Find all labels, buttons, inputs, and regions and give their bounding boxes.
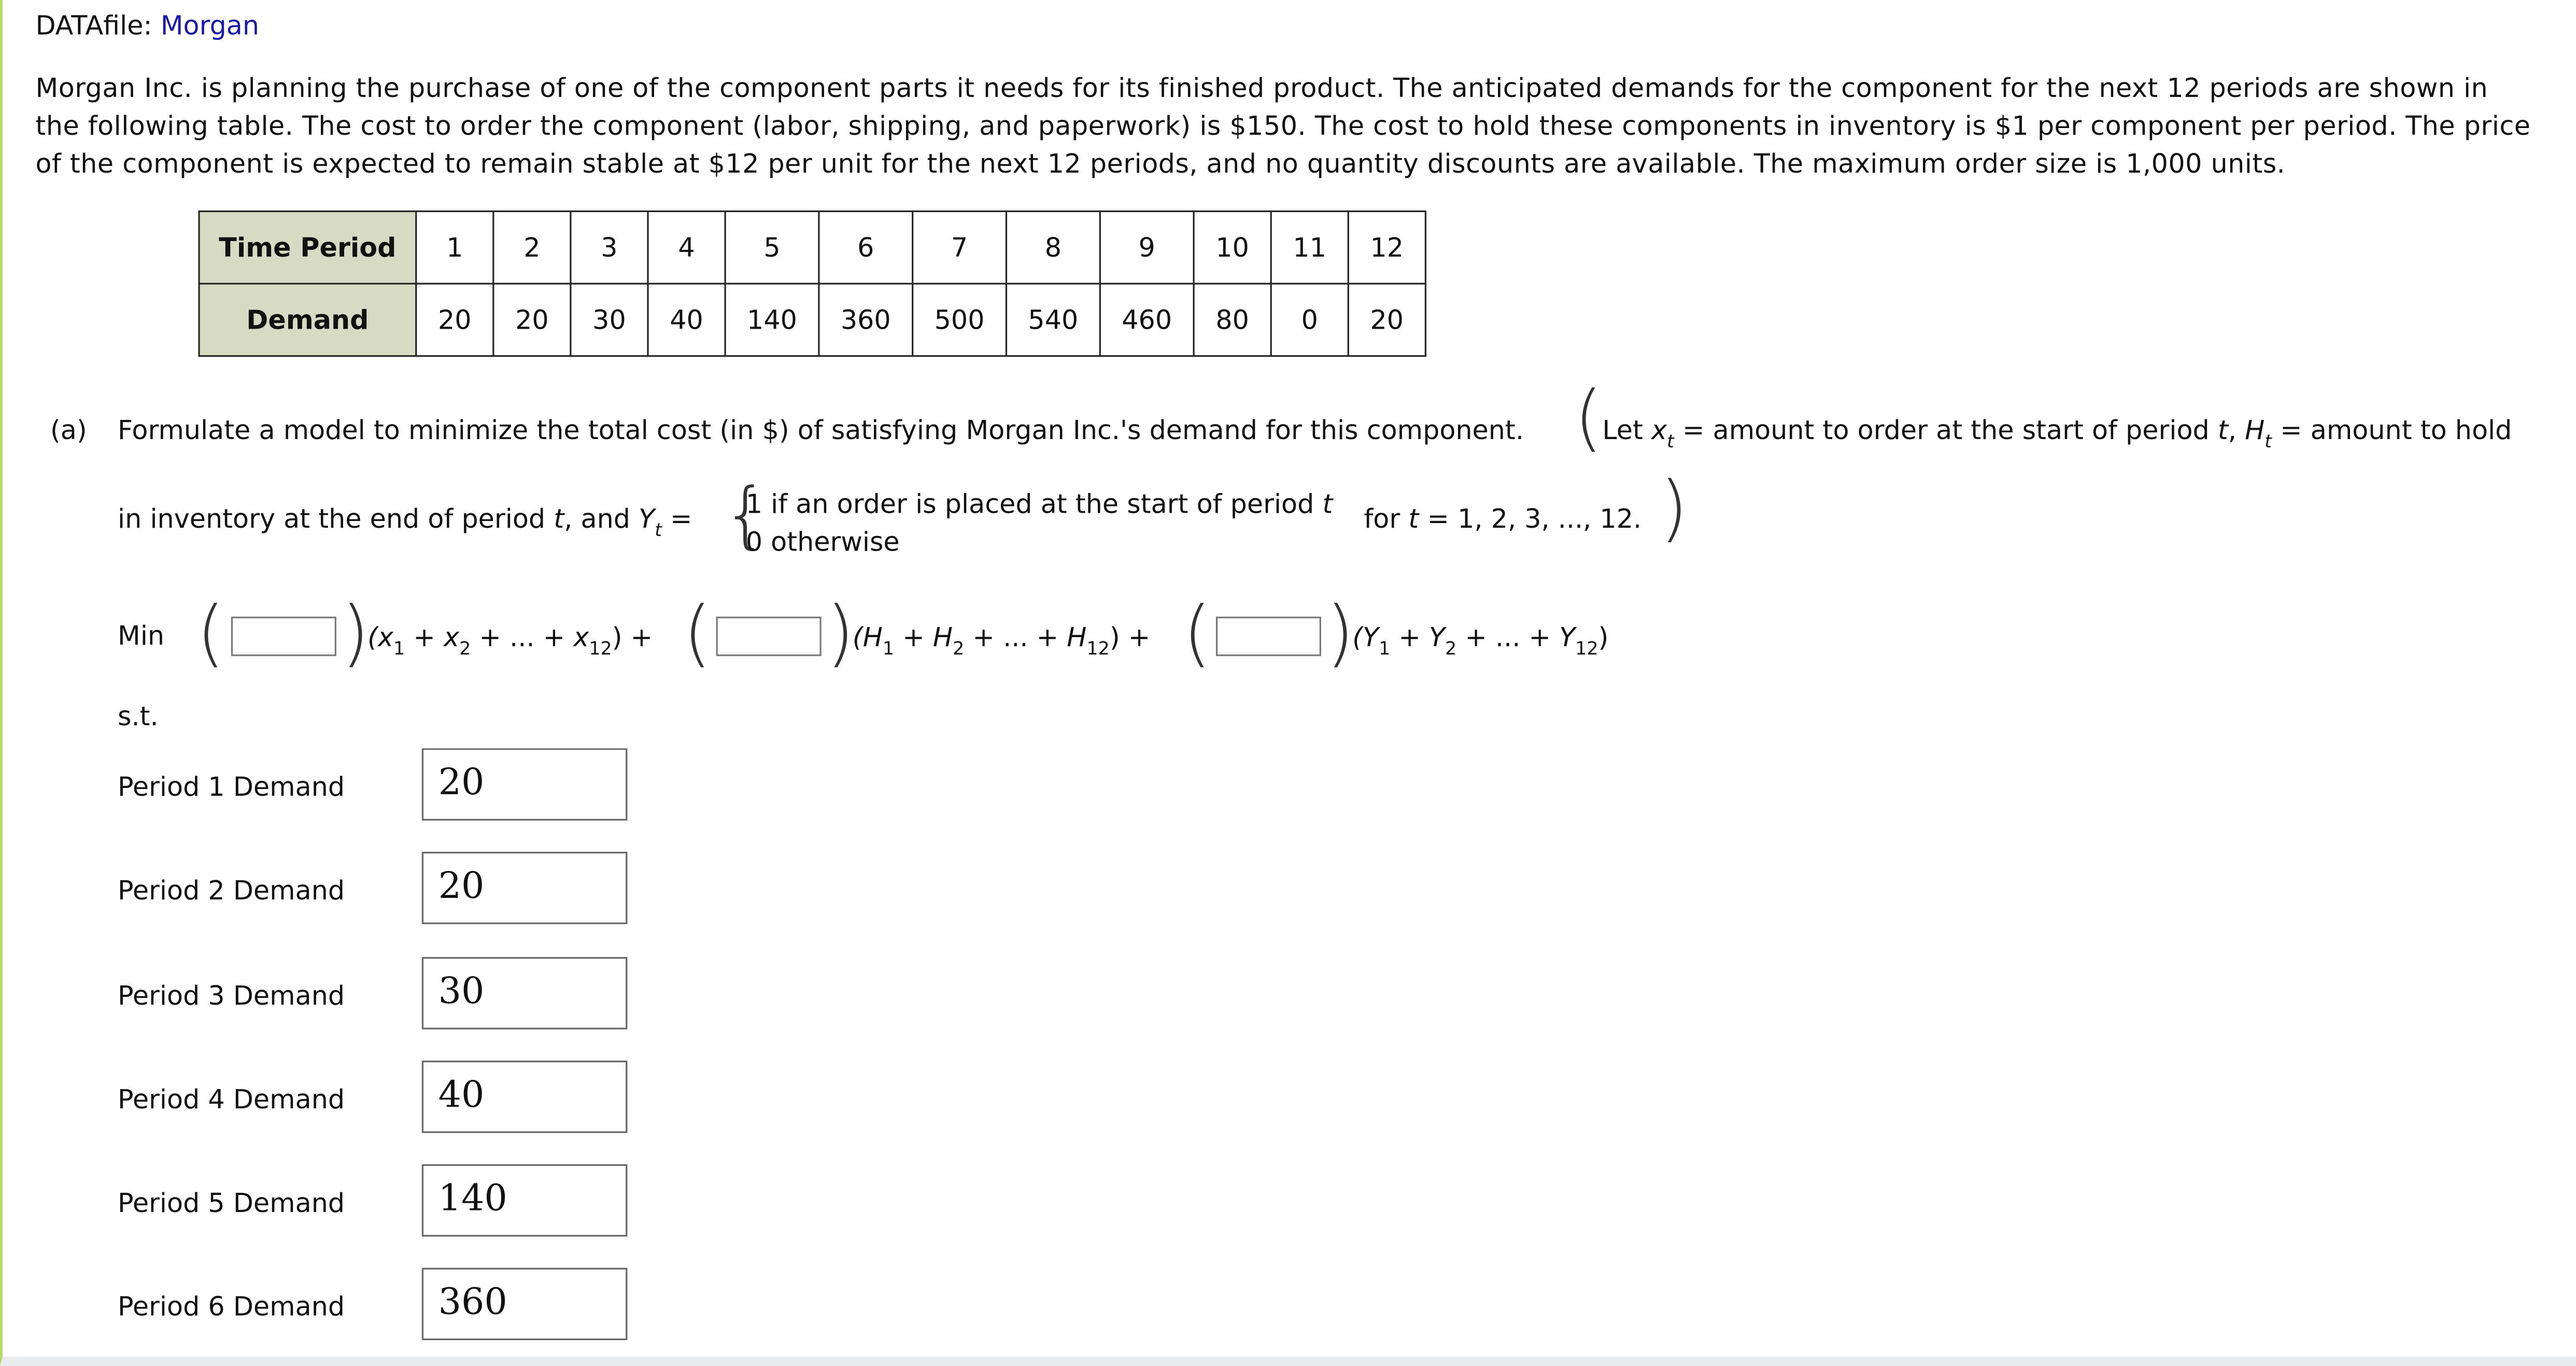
constraint-input[interactable]: 40 xyxy=(422,1061,628,1133)
open-paren-icon: ( xyxy=(1183,592,1211,676)
var-h: $H_t$ xyxy=(2245,414,2272,453)
open-paren-icon: ( xyxy=(196,592,225,676)
setup-cost-input[interactable] xyxy=(1216,617,1321,656)
datafile-label: DATAfile: xyxy=(35,10,152,41)
period-cell: 3 xyxy=(571,212,648,284)
constraint-label: Period 3 Demand xyxy=(118,980,345,1011)
demand-cell: 500 xyxy=(913,284,1007,356)
close-paren-icon: ) xyxy=(1326,592,1354,676)
term-y-label: (Y xyxy=(1352,622,1379,653)
for-range-text: = 1, 2, 3, ..., 12. xyxy=(1427,503,1642,534)
part-a-text: Formulate a model to minimize the total cost (in $) of satisfying Morgan Inc.'s demand for this component. xyxy=(118,414,1524,446)
objective-term-y: ($Y_1 + Y_2$ + ... + $Y_{12}$) xyxy=(1352,622,1609,659)
constraint-input[interactable]: 20 xyxy=(422,748,628,821)
open-paren-icon: ( xyxy=(683,592,712,676)
open-paren-icon: ( xyxy=(1574,376,1603,461)
period-cell: 4 xyxy=(648,212,725,284)
period-cell: 1 xyxy=(416,212,493,284)
var-x: $x_t$ xyxy=(1651,414,1674,453)
constraint-input[interactable]: 360 xyxy=(422,1268,628,1341)
demand-cell: 540 xyxy=(1007,284,1100,356)
period-cell: 9 xyxy=(1100,212,1194,284)
constraint-label: Period 1 Demand xyxy=(118,771,345,802)
close-paren-icon: ) xyxy=(1660,467,1688,551)
constraint-input[interactable]: 30 xyxy=(422,957,628,1030)
min-label: Min xyxy=(118,619,165,652)
var-t: t xyxy=(554,503,564,534)
brace-icon: { xyxy=(723,473,769,558)
demand-cell: 20 xyxy=(416,284,493,356)
constraint-label: Period 4 Demand xyxy=(118,1083,345,1115)
let-label: Let xyxy=(1602,414,1643,446)
objective-term-x: ($x_1 + x_2$ + ... + $x_{12}$) + xyxy=(367,622,653,659)
var-t: t xyxy=(2217,414,2228,446)
var-y: $Y_t$ xyxy=(639,503,662,541)
st-label: s.t. xyxy=(118,700,159,732)
demand-cell: 40 xyxy=(648,284,725,356)
holding-cost-input[interactable] xyxy=(716,617,822,656)
row-header-demand: Demand xyxy=(199,284,416,356)
case-1-text: 1 if an order is placed at the start of period xyxy=(745,488,1314,520)
datafile-link[interactable]: Morgan xyxy=(160,10,260,41)
period-cell: 6 xyxy=(819,212,913,284)
demand-cell: 0 xyxy=(1271,284,1348,356)
part-a-line2: in inventory at the end of period t, and $Y_t$ = xyxy=(118,503,692,541)
period-cell: 12 xyxy=(1348,212,1425,284)
case-2: 0 otherwise xyxy=(745,526,900,558)
row-header-time-period: Time Period xyxy=(199,212,416,284)
let-definition: Let $x_t$ = amount to order at the start of period t, $H_t$ = amount to hold xyxy=(1602,414,2512,453)
period-cell: 5 xyxy=(725,212,819,284)
term-h-label: (H xyxy=(852,622,883,653)
var-t: t xyxy=(1408,503,1419,534)
for-range xyxy=(1364,503,1641,534)
period-cell: 7 xyxy=(913,212,1007,284)
close-paren-icon: ) xyxy=(341,592,370,676)
var-t: t xyxy=(1322,488,1333,520)
constraint-label: Period 2 Demand xyxy=(118,875,345,906)
let-h-def: = amount to hold xyxy=(2280,414,2512,446)
period-row xyxy=(199,212,1425,284)
line2-and: , and xyxy=(564,503,631,534)
period-cell: 10 xyxy=(1194,212,1271,284)
period-cell: 11 xyxy=(1271,212,1348,284)
term-x-label: (x xyxy=(367,622,394,653)
constraint-input[interactable]: 20 xyxy=(422,852,628,924)
let-x-def: = amount to order at the start of period xyxy=(1682,414,2210,446)
for-label: for xyxy=(1364,503,1400,534)
objective-term-h: ($H_1 + H_2$ + ... + $H_{12}$) + xyxy=(852,622,1151,659)
constraint-input[interactable]: 140 xyxy=(422,1164,628,1237)
datafile-line xyxy=(35,10,259,41)
demand-row xyxy=(199,284,1425,356)
demand-cell: 20 xyxy=(493,284,571,356)
demand-cell: 80 xyxy=(1194,284,1271,356)
line2-start: in inventory at the end of period xyxy=(118,503,546,534)
period-cell: 8 xyxy=(1007,212,1100,284)
part-a-label: (a) xyxy=(50,414,87,446)
demand-table xyxy=(198,210,1426,357)
constraint-label: Period 6 Demand xyxy=(118,1291,345,1322)
demand-cell: 460 xyxy=(1100,284,1194,356)
demand-cell: 360 xyxy=(819,284,913,356)
close-paren-icon: ) xyxy=(826,592,855,676)
demand-cell: 30 xyxy=(571,284,648,356)
constraint-label: Period 5 Demand xyxy=(118,1187,345,1219)
case-1 xyxy=(746,488,1333,519)
period-cell: 2 xyxy=(493,212,571,284)
problem-statement: Morgan Inc. is planning the purchase of one of the component parts it needs for its finished product. The anticipated demands for the component for the next 12 periods are shown in the following table. The cost to order the component (labor, shipping, and paperwork) is $150. The cost to hold these components in inventory is $1 per component per period. The price of the component is expected to remain stable at $12 per unit for the next 12 periods, and no quantity discounts are available. The maximum order size is 1,000 units. xyxy=(35,72,2531,179)
demand-cell: 140 xyxy=(725,284,819,356)
order-cost-input[interactable] xyxy=(231,617,336,656)
demand-cell: 20 xyxy=(1348,284,1425,356)
